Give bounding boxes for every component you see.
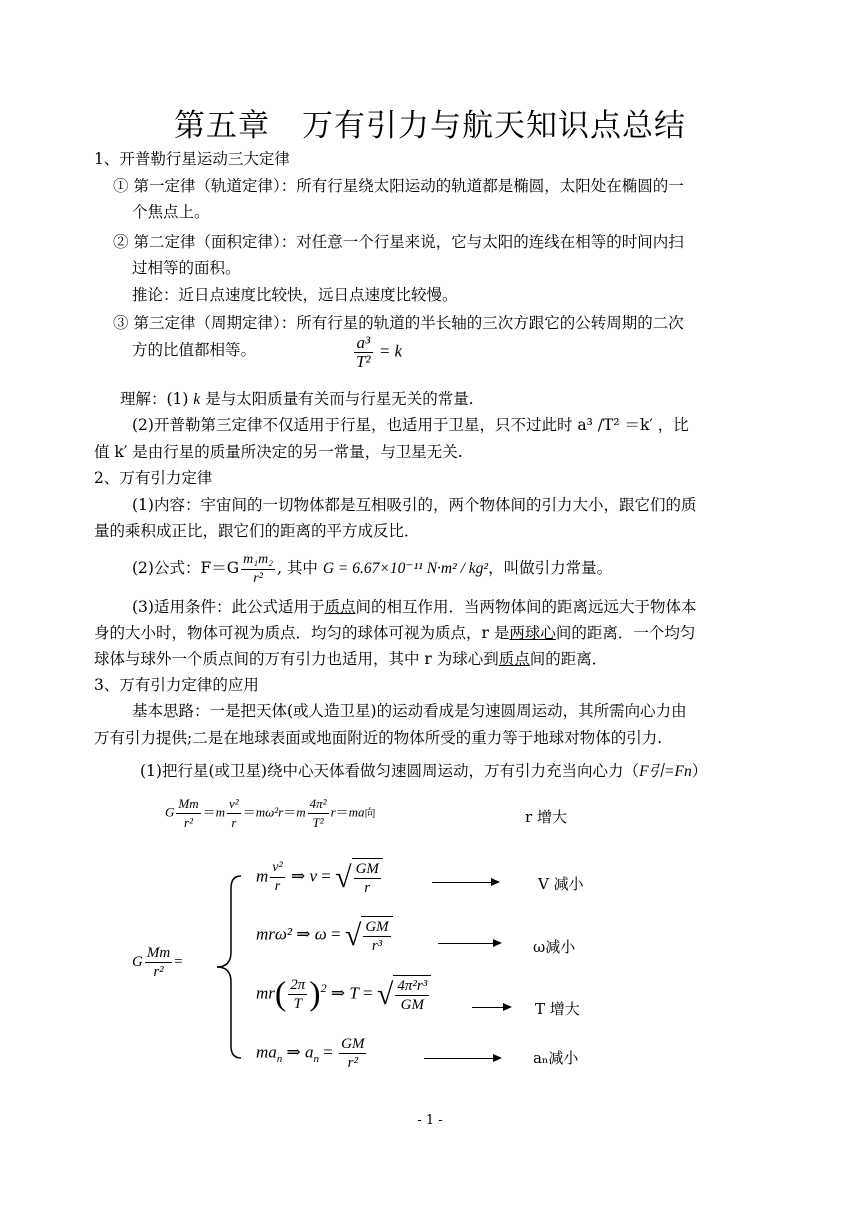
chain-r: r [231, 815, 237, 830]
formula-prefix: (2)公式：F＝G [132, 559, 240, 577]
understanding-1-k: k [193, 391, 201, 408]
formula-mid: , 其中 [277, 559, 318, 577]
conditions-text-3b: 间的距离． [529, 650, 608, 668]
gravitational-constant: G = 6.67×10⁻¹¹ N·m² / kg² [322, 560, 489, 577]
page-title: 第五章 万有引力与航天知识点总结 [174, 108, 686, 144]
row-2-formula: mrω² ⇒ ω = √ $\frac{GM}{\text{r³}}$ [256, 916, 393, 955]
basic-idea-line-1: 基本思路：一是把天体(或人造卫星)的运动看成是匀速圆周运动，其所需向心力由 [132, 702, 687, 720]
underlined-sphere-centers: 两球心 [509, 624, 556, 642]
chain-4pi2: 4π² [308, 795, 329, 814]
chain-T2: T² [312, 815, 324, 830]
conditions-text-2b: 间的距离．一个均匀 [555, 624, 696, 642]
chain-Mm: Mm [176, 795, 200, 814]
lhs-eq: = [174, 953, 183, 970]
chain-m: m [215, 804, 226, 820]
understanding-1-prefix: 理解：(1) [120, 390, 189, 408]
row-1-result: V 减小 [538, 875, 584, 893]
lhs-G: G [132, 953, 143, 970]
arrow-row-4 [424, 1058, 500, 1059]
lhs-formula [132, 944, 183, 981]
row-4-result: aₙ减小 [533, 1049, 579, 1067]
arrow-row-3 [472, 1007, 510, 1008]
force-equality: F引=Fn [639, 763, 692, 780]
row-2-result: ω减小 [533, 938, 576, 956]
section-3-heading: 3、万有引力定律的应用 [94, 676, 259, 694]
chain-G: G [165, 804, 175, 820]
kepler-third-law-formula [352, 334, 402, 371]
content-line-1: (1)内容：宇宙间的一切物体都是互相吸引的，两个物体间的引力大小，跟它们的质 [132, 496, 697, 514]
law-1-line-2: 个焦点上。 [132, 203, 210, 221]
row-3-formula: mr( $\frac{2\pi}{T}$ )$^2$ ⇒ T = √ $\frac{\text{4π²r³}}{GM}$ [256, 975, 431, 1014]
section-2-heading: 2、万有引力定律 [94, 469, 213, 487]
centripetal-chain-formula [165, 795, 376, 832]
chain-r2: r² [184, 815, 193, 830]
row-1-formula: m $\frac{\text{v²}}{r}$ ⇒ v = √ $\frac{GM}{r}$ [256, 858, 383, 897]
conditions-text-2a: 身的大小时，物体可视为质点．均匀的球体可视为质点，r 是 [94, 624, 510, 642]
formula-line [132, 548, 612, 589]
chain-mw2r: mω²r [255, 804, 284, 820]
arrow-row-1 [432, 882, 498, 883]
content-line-2: 量的乘积成正比，跟它们的距离的平方成反比． [94, 522, 420, 540]
understanding-2-line-2: 值 k′ 是由行星的质量所决定的另一常量，与卫星无关. [94, 443, 463, 461]
underlined-particle-1: 质点 [324, 598, 356, 616]
conditions-text-1b: 间的相互作用．当两物体间的距离远远大于物体本 [355, 598, 697, 616]
chain-r-2: r [330, 804, 336, 820]
curly-brace [205, 874, 245, 1060]
point-1-end: ） [691, 762, 708, 780]
point-1-text: (1)把行星(或卫星)绕中心天体看做匀速圆周运动，万有引力充当向心力（ [140, 762, 640, 780]
circled-number-3: ③ [113, 314, 129, 332]
corollary-text: 推论：近日点速度比较快，远日点速度比较慢。 [132, 286, 458, 304]
page-number: - 1 - [417, 1113, 443, 1128]
law-3-line-1 [113, 312, 684, 334]
chain-eq-2: ＝ [242, 804, 256, 820]
formula-c2-denominator: r² [253, 570, 263, 586]
lhs-den: r² [153, 964, 164, 980]
chain-m2: m [296, 804, 306, 820]
law-2-line-1 [113, 231, 684, 253]
conditions-line-2 [94, 622, 695, 644]
chain-eq-4: ＝ [335, 804, 349, 820]
understanding-1-rest: 是与太阳质量有关而与行星无关的常量. [205, 390, 474, 408]
understanding-1 [120, 388, 474, 411]
basic-idea-line-2: 万有引力提供;二是在地球表面或地面附近的物体所受的重力等于地球对物体的引力. [94, 729, 663, 747]
lhs-num: Mm [146, 945, 171, 961]
conditions-text-1a: (3)适用条件：此公式适用于 [132, 598, 325, 616]
chain-subscript: 向 [364, 807, 376, 820]
conditions-line-3 [94, 648, 607, 670]
formula-rhs: = k [378, 341, 403, 361]
conditions-text-3a: 球体与球外一个质点间的万有引力也适用，其中 r 为球心到 [94, 650, 499, 668]
chain-eq-3: ＝ [283, 804, 297, 820]
law-1-text-a: 第一定律（轨道定律）：所有行星绕太阳运动的轨道都是椭圆，太阳处在椭圆的一 [133, 177, 684, 195]
chain-ma: ma [348, 804, 365, 820]
section-1-heading: 1、开普勒行星运动三大定律 [94, 150, 290, 168]
row-4-formula: $ma_n$ ⇒ $a_n$ = $\frac{GM}{\text{r²}}$ [256, 1036, 365, 1071]
formula-suffix: ，叫做引力常量。 [488, 559, 613, 577]
arrow-row-2 [438, 943, 500, 944]
point-1-line [140, 760, 707, 783]
chain-v2: v² [227, 795, 241, 814]
understanding-2-line-1: (2)开普勒第三定律不仅适用于行星，也适用于卫星，只不过此时 a³ /T² ＝k′ ，比 [132, 416, 689, 434]
circled-number-1: ① [113, 177, 129, 195]
row-3-result: T 增大 [535, 1000, 580, 1018]
law-2-line-2: 过相等的面积。 [132, 259, 241, 277]
law-3-line-2: 方的比值都相等。 [132, 341, 257, 359]
law-2-text-a: 第二定律（面积定律）：对任意一个行星来说，它与太阳的连线在相等的时间内扫 [133, 233, 684, 251]
chain-eq-1: ＝ [202, 804, 216, 820]
r-increase-label: r 增大 [525, 808, 567, 826]
underlined-particle-2: 质点 [498, 650, 530, 668]
formula-c2-numerator: m₁m₂ [241, 551, 275, 570]
law-1-line-1 [113, 175, 684, 197]
formula-numerator: a³ [354, 334, 373, 353]
circled-number-2: ② [113, 233, 129, 251]
formula-denominator: T² [356, 352, 371, 371]
conditions-line-1 [132, 596, 697, 618]
law-3-text-a: 第三定律（周期定律）：所有行星的轨道的半长轴的三次方跟它的公转周期的二次 [133, 314, 684, 332]
